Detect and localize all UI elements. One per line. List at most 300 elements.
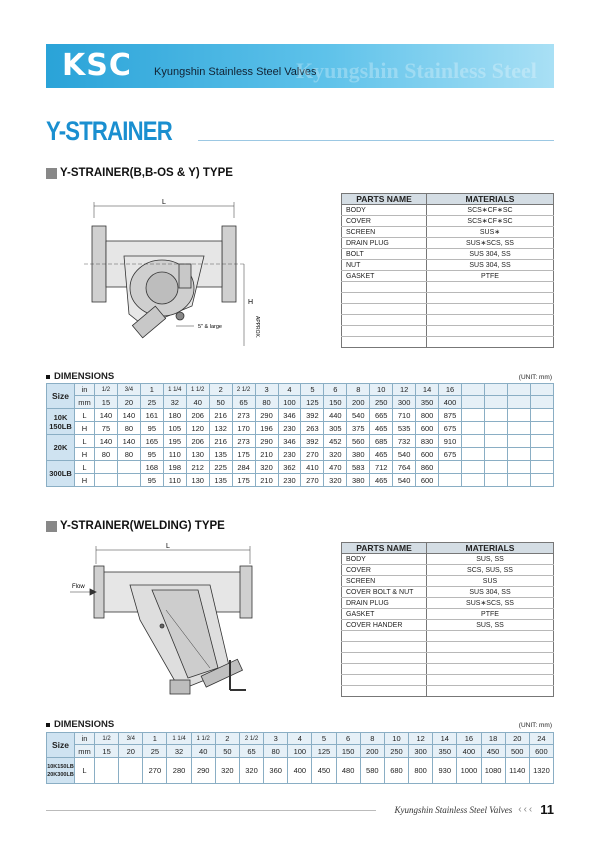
parts-row xyxy=(342,675,554,686)
materials-header: MATERIALS xyxy=(427,543,554,554)
dimension-cell: 140 xyxy=(95,435,118,448)
dimension-cell xyxy=(462,435,485,448)
dimension-cell: 1000 xyxy=(457,758,481,784)
inch-size-cell: 2 1/2 xyxy=(232,384,255,396)
dimension-row xyxy=(47,474,554,487)
dimension-cell: 80 xyxy=(95,448,118,461)
part-material: SUS, SS xyxy=(427,620,554,631)
inch-size-cell: 1/2 xyxy=(95,733,119,745)
dimension-cell: 140 xyxy=(117,409,140,422)
section-square-icon xyxy=(46,168,57,179)
footer-text: Kyungshin Stainless Steel Valves xyxy=(394,804,513,815)
part-material xyxy=(427,315,554,326)
dimension-cell: 800 xyxy=(416,409,439,422)
mm-size-cell: 100 xyxy=(278,396,301,409)
parts-row xyxy=(342,686,554,697)
part-material: SUS, SS xyxy=(427,554,554,565)
dimension-cell xyxy=(507,422,530,435)
inch-size-cell: 10 xyxy=(370,384,393,396)
part-name: COVER xyxy=(342,565,427,576)
dimension-cell: 170 xyxy=(232,422,255,435)
dimension-cell: 875 xyxy=(439,409,462,422)
dimension-row xyxy=(47,422,554,435)
dimension-cell xyxy=(507,448,530,461)
dimension-letter: L xyxy=(75,435,95,448)
dimension-cell xyxy=(462,461,485,474)
inch-size-cell xyxy=(484,384,507,396)
dimension-cell xyxy=(530,435,553,448)
part-name: GASKET xyxy=(342,271,427,282)
part-material xyxy=(427,293,554,304)
inch-size-cell: 14 xyxy=(433,733,457,745)
dimension-cell: 216 xyxy=(209,409,232,422)
dimension-cell xyxy=(530,448,553,461)
dimension-cell: 830 xyxy=(416,435,439,448)
parts-row xyxy=(342,653,554,664)
dimension-cell: 860 xyxy=(416,461,439,474)
size-mm-row xyxy=(47,745,554,758)
inch-size-cell: 1 1/2 xyxy=(186,384,209,396)
dimension-cell: 675 xyxy=(439,422,462,435)
inch-size-cell: 20 xyxy=(505,733,529,745)
dimension-cell: 680 xyxy=(384,758,408,784)
dimension-cell: 400 xyxy=(288,758,312,784)
dimension-cell: 452 xyxy=(324,435,347,448)
mm-size-cell: 125 xyxy=(312,745,336,758)
dimension-cell: 75 xyxy=(95,422,118,435)
height-label: H xyxy=(248,299,254,306)
strainer-drawing-bbos xyxy=(84,196,284,356)
dimension-letter: H xyxy=(75,474,95,487)
footer-divider xyxy=(46,810,376,811)
part-name xyxy=(342,642,427,653)
dimension-row xyxy=(47,448,554,461)
inch-size-cell xyxy=(462,384,485,396)
inch-size-cell: 16 xyxy=(457,733,481,745)
part-material: SUS 304, SS xyxy=(427,260,554,271)
mm-size-cell: 300 xyxy=(409,745,433,758)
dimension-cell: 600 xyxy=(416,474,439,487)
part-material xyxy=(427,304,554,315)
dimension-cell: 230 xyxy=(278,474,301,487)
dimension-cell: 392 xyxy=(301,435,324,448)
dimension-cell xyxy=(95,758,119,784)
dimension-cell xyxy=(117,474,140,487)
dimension-cell: 110 xyxy=(163,448,186,461)
part-name xyxy=(342,326,427,337)
mm-size-cell xyxy=(462,396,485,409)
parts-row xyxy=(342,609,554,620)
part-name: DRAIN PLUG xyxy=(342,598,427,609)
part-material xyxy=(427,631,554,642)
inch-size-cell: 12 xyxy=(409,733,433,745)
parts-row xyxy=(342,260,554,271)
rating-label-line1: 20K xyxy=(53,443,68,452)
dimension-row xyxy=(47,409,554,422)
parts-row xyxy=(342,304,554,315)
inch-size-cell: 3 xyxy=(255,384,278,396)
part-name: DRAIN PLUG xyxy=(342,238,427,249)
part-material xyxy=(427,664,554,675)
inch-size-cell: 6 xyxy=(336,733,360,745)
mm-size-cell: 80 xyxy=(264,745,288,758)
mm-size-cell: 350 xyxy=(433,745,457,758)
inch-size-cell: 12 xyxy=(393,384,416,396)
section-title-welding: Y-STRAINER(WELDING) TYPE xyxy=(46,520,225,532)
dimension-cell: 210 xyxy=(255,448,278,461)
parts-row xyxy=(342,205,554,216)
dimension-cell: 230 xyxy=(278,422,301,435)
dimension-cell: 1140 xyxy=(505,758,529,784)
mm-size-cell: 500 xyxy=(505,745,529,758)
dimension-cell: 346 xyxy=(278,409,301,422)
dimension-cell: 290 xyxy=(255,409,278,422)
dimension-cell: 132 xyxy=(209,422,232,435)
inch-size-cell: 2 xyxy=(215,733,239,745)
dimension-cell xyxy=(439,474,462,487)
dimension-cell xyxy=(462,448,485,461)
dimension-cell: 380 xyxy=(347,474,370,487)
rating-label-line2: 20K300LB xyxy=(47,771,74,778)
mm-size-cell: 150 xyxy=(324,396,347,409)
part-material xyxy=(427,642,554,653)
inch-size-cell: 16 xyxy=(439,384,462,396)
part-name xyxy=(342,664,427,675)
dimension-cell: 1080 xyxy=(481,758,505,784)
parts-row xyxy=(342,216,554,227)
mm-size-cell: 40 xyxy=(191,745,215,758)
inch-unit-label: in xyxy=(75,733,95,745)
inch-size-cell: 2 xyxy=(209,384,232,396)
company-logo: KSC xyxy=(62,48,132,83)
mm-size-cell: 80 xyxy=(255,396,278,409)
dimension-cell: 910 xyxy=(439,435,462,448)
rating-label xyxy=(47,461,75,487)
parts-row xyxy=(342,598,554,609)
dimension-cell: 375 xyxy=(347,422,370,435)
parts-name-header: PARTS NAME xyxy=(342,194,427,205)
page-number: 11 xyxy=(540,802,554,817)
dimension-cell xyxy=(439,461,462,474)
dimension-cell xyxy=(119,758,143,784)
dimension-cell: 320 xyxy=(215,758,239,784)
company-name: Kyungshin Stainless Steel Valves xyxy=(154,66,317,78)
mm-size-cell: 150 xyxy=(336,745,360,758)
dimension-cell: 540 xyxy=(393,448,416,461)
page-title: Y-STRAINER xyxy=(46,116,172,146)
parts-row xyxy=(342,631,554,642)
dimension-cell: 168 xyxy=(140,461,163,474)
dimension-cell xyxy=(484,435,507,448)
mm-size-cell: 32 xyxy=(163,396,186,409)
dimension-cell: 216 xyxy=(209,435,232,448)
dimension-letter: L xyxy=(75,461,95,474)
rating-label-line1: 10K xyxy=(53,412,68,422)
dimension-cell: 290 xyxy=(255,435,278,448)
dimension-cell: 465 xyxy=(370,422,393,435)
dimension-cell: 320 xyxy=(324,448,347,461)
parts-row xyxy=(342,620,554,631)
dimension-cell: 540 xyxy=(393,474,416,487)
part-material: SUS 304, SS xyxy=(427,587,554,598)
dimension-row xyxy=(47,435,554,448)
dimension-cell: 95 xyxy=(140,448,163,461)
part-material: SUS 304, SS xyxy=(427,249,554,260)
part-name: COVER xyxy=(342,216,427,227)
parts-row xyxy=(342,271,554,282)
inch-size-cell: 10 xyxy=(384,733,408,745)
dimension-cell: 270 xyxy=(143,758,167,784)
part-name: COVER BOLT & NUT xyxy=(342,587,427,598)
dimension-cell: 465 xyxy=(370,448,393,461)
part-name: BODY xyxy=(342,554,427,565)
dimension-cell xyxy=(462,409,485,422)
inch-size-cell: 8 xyxy=(347,384,370,396)
inch-size-cell: 1 1/4 xyxy=(163,384,186,396)
dimension-cell: 410 xyxy=(301,461,324,474)
dimension-cell: 180 xyxy=(163,409,186,422)
dimension-cell: 270 xyxy=(301,448,324,461)
mm-size-cell: 40 xyxy=(186,396,209,409)
size-header: Size xyxy=(47,733,75,758)
dimension-cell: 273 xyxy=(232,435,255,448)
approx-label: APPROX. xyxy=(254,316,260,339)
dimension-cell: 196 xyxy=(255,422,278,435)
rating-label-line1: 10K150LB xyxy=(47,763,74,770)
dimension-letter: L xyxy=(75,409,95,422)
mm-size-cell: 15 xyxy=(95,745,119,758)
inch-size-cell: 8 xyxy=(360,733,384,745)
part-name xyxy=(342,304,427,315)
dimension-cell: 165 xyxy=(140,435,163,448)
unit-label-bbos: (UNIT: mm) xyxy=(518,374,552,381)
size-header: Size xyxy=(47,384,75,409)
dimension-cell: 105 xyxy=(163,422,186,435)
part-material xyxy=(427,653,554,664)
mm-size-cell: 200 xyxy=(347,396,370,409)
dimension-cell: 732 xyxy=(393,435,416,448)
dimension-cell: 140 xyxy=(117,435,140,448)
dimension-cell: 600 xyxy=(416,422,439,435)
dimension-cell xyxy=(484,422,507,435)
dimension-cell: 930 xyxy=(433,758,457,784)
mm-size-cell: 32 xyxy=(167,745,191,758)
banner-watermark: Kyungshin Stainless Steel xyxy=(296,58,537,83)
mm-size-cell: 400 xyxy=(457,745,481,758)
section-square-icon xyxy=(46,521,57,532)
dimension-cell: 392 xyxy=(301,409,324,422)
dimension-cell: 95 xyxy=(140,422,163,435)
rating-label-line1: 300LB xyxy=(49,469,72,478)
mm-size-cell xyxy=(530,396,553,409)
mm-size-cell: 125 xyxy=(301,396,324,409)
part-material xyxy=(427,686,554,697)
parts-row xyxy=(342,227,554,238)
dimension-cell: 198 xyxy=(163,461,186,474)
inch-size-cell: 1 xyxy=(143,733,167,745)
dimension-cell: 665 xyxy=(370,409,393,422)
dimension-cell xyxy=(530,409,553,422)
dimensions-title-welding: DIMENSIONS xyxy=(46,719,114,730)
dimension-cell: 470 xyxy=(324,461,347,474)
inch-size-cell: 4 xyxy=(278,384,301,396)
dimension-cell: 210 xyxy=(255,474,278,487)
section-title-bbos-y: Y-STRAINER(B,B-OS & Y) TYPE xyxy=(46,167,233,179)
inch-size-cell: 6 xyxy=(324,384,347,396)
part-name: BOLT xyxy=(342,249,427,260)
dimensions-title-bbos: DIMENSIONS xyxy=(46,371,114,382)
rating-label xyxy=(47,758,75,784)
mm-size-cell: 65 xyxy=(239,745,263,758)
part-material xyxy=(427,326,554,337)
dimension-cell: 263 xyxy=(301,422,324,435)
inch-size-cell: 3 xyxy=(264,733,288,745)
dimension-row xyxy=(47,758,554,784)
part-material: PTFE xyxy=(427,609,554,620)
dimensions-table-welding xyxy=(46,732,554,784)
dimension-cell: 600 xyxy=(416,448,439,461)
mm-size-cell: 15 xyxy=(95,396,118,409)
parts-row xyxy=(342,664,554,675)
parts-table-welding xyxy=(341,542,554,697)
dimension-cell: 710 xyxy=(393,409,416,422)
mm-size-cell: 200 xyxy=(360,745,384,758)
mm-size-cell: 600 xyxy=(529,745,553,758)
dimension-cell xyxy=(462,422,485,435)
mm-unit-label: mm xyxy=(75,745,95,758)
dimension-cell xyxy=(507,435,530,448)
mm-size-cell: 250 xyxy=(370,396,393,409)
dimension-cell: 135 xyxy=(209,474,232,487)
part-material: SUS∗ xyxy=(427,227,554,238)
part-material: SUS∗SCS, SS xyxy=(427,238,554,249)
inch-size-cell xyxy=(530,384,553,396)
dimension-cell: 583 xyxy=(347,461,370,474)
part-name: SCREEN xyxy=(342,576,427,587)
part-material: SUS∗SCS, SS xyxy=(427,598,554,609)
dimension-cell: 380 xyxy=(347,448,370,461)
dimension-cell: 284 xyxy=(232,461,255,474)
dimension-cell: 320 xyxy=(239,758,263,784)
dimension-cell: 80 xyxy=(117,448,140,461)
inch-size-cell: 1/2 xyxy=(95,384,118,396)
dimension-cell xyxy=(95,474,118,487)
materials-header: MATERIALS xyxy=(427,194,554,205)
mm-size-cell: 20 xyxy=(117,396,140,409)
part-name xyxy=(342,653,427,664)
dimension-cell xyxy=(484,461,507,474)
dimension-cell: 712 xyxy=(370,461,393,474)
flow-label: Flow xyxy=(72,584,85,590)
part-name: GASKET xyxy=(342,609,427,620)
dimension-letter: H xyxy=(75,422,95,435)
part-name: NUT xyxy=(342,260,427,271)
parts-row xyxy=(342,337,554,348)
dimension-cell: 360 xyxy=(264,758,288,784)
dimension-cell: 212 xyxy=(186,461,209,474)
rating-label xyxy=(47,435,75,461)
dimension-cell: 95 xyxy=(140,474,163,487)
footer xyxy=(395,802,554,817)
mm-size-cell: 65 xyxy=(232,396,255,409)
part-name xyxy=(342,675,427,686)
dimension-cell: 161 xyxy=(140,409,163,422)
mm-size-cell: 300 xyxy=(393,396,416,409)
part-name xyxy=(342,282,427,293)
dimension-cell: 130 xyxy=(186,448,209,461)
dimension-cell: 120 xyxy=(186,422,209,435)
dimension-cell xyxy=(484,474,507,487)
dimension-cell: 450 xyxy=(312,758,336,784)
parts-row xyxy=(342,282,554,293)
inch-unit-label: in xyxy=(75,384,95,396)
unit-label-welding: (UNIT: mm) xyxy=(518,722,552,729)
inch-size-cell: 1 1/4 xyxy=(167,733,191,745)
dimension-letter: H xyxy=(75,448,95,461)
dimension-cell: 440 xyxy=(324,409,347,422)
parts-row xyxy=(342,293,554,304)
dimension-cell: 110 xyxy=(163,474,186,487)
dimension-cell: 480 xyxy=(336,758,360,784)
dimension-cell xyxy=(462,474,485,487)
dimension-cell: 675 xyxy=(439,448,462,461)
dimension-cell: 764 xyxy=(393,461,416,474)
dimension-cell: 540 xyxy=(347,409,370,422)
dimension-row xyxy=(47,461,554,474)
inch-size-cell: 2 1/2 xyxy=(239,733,263,745)
dimension-cell: 320 xyxy=(255,461,278,474)
inch-size-cell: 3/4 xyxy=(117,384,140,396)
parts-row xyxy=(342,315,554,326)
inch-size-cell: 18 xyxy=(481,733,505,745)
dimension-cell: 290 xyxy=(191,758,215,784)
parts-row xyxy=(342,326,554,337)
dimension-cell: 800 xyxy=(409,758,433,784)
dimension-cell: 685 xyxy=(370,435,393,448)
inch-size-cell: 1 xyxy=(140,384,163,396)
mm-size-cell xyxy=(507,396,530,409)
dimension-cell xyxy=(95,461,118,474)
dimension-cell xyxy=(530,461,553,474)
inch-size-cell: 4 xyxy=(288,733,312,745)
inch-size-cell: 14 xyxy=(416,384,439,396)
inch-size-cell: 24 xyxy=(529,733,553,745)
dimension-cell xyxy=(530,422,553,435)
dimension-cell: 305 xyxy=(324,422,347,435)
mm-size-cell: 50 xyxy=(215,745,239,758)
dimension-cell: 175 xyxy=(232,448,255,461)
parts-name-header: PARTS NAME xyxy=(342,543,427,554)
inch-size-cell: 3/4 xyxy=(119,733,143,745)
inch-size-cell: 5 xyxy=(301,384,324,396)
parts-row xyxy=(342,565,554,576)
length-label-welding: L xyxy=(166,543,170,550)
part-material xyxy=(427,337,554,348)
part-material: SCS∗CF∗SC xyxy=(427,216,554,227)
dimension-cell: 206 xyxy=(186,409,209,422)
dimension-cell: 270 xyxy=(301,474,324,487)
dimension-cell: 1320 xyxy=(529,758,553,784)
mm-size-cell: 25 xyxy=(140,396,163,409)
part-name xyxy=(342,337,427,348)
parts-row xyxy=(342,249,554,260)
dimension-cell: 580 xyxy=(360,758,384,784)
part-material: SUS xyxy=(427,576,554,587)
parts-row xyxy=(342,554,554,565)
inch-size-cell: 1 1/2 xyxy=(191,733,215,745)
part-material xyxy=(427,282,554,293)
parts-table-bbos xyxy=(341,193,554,348)
